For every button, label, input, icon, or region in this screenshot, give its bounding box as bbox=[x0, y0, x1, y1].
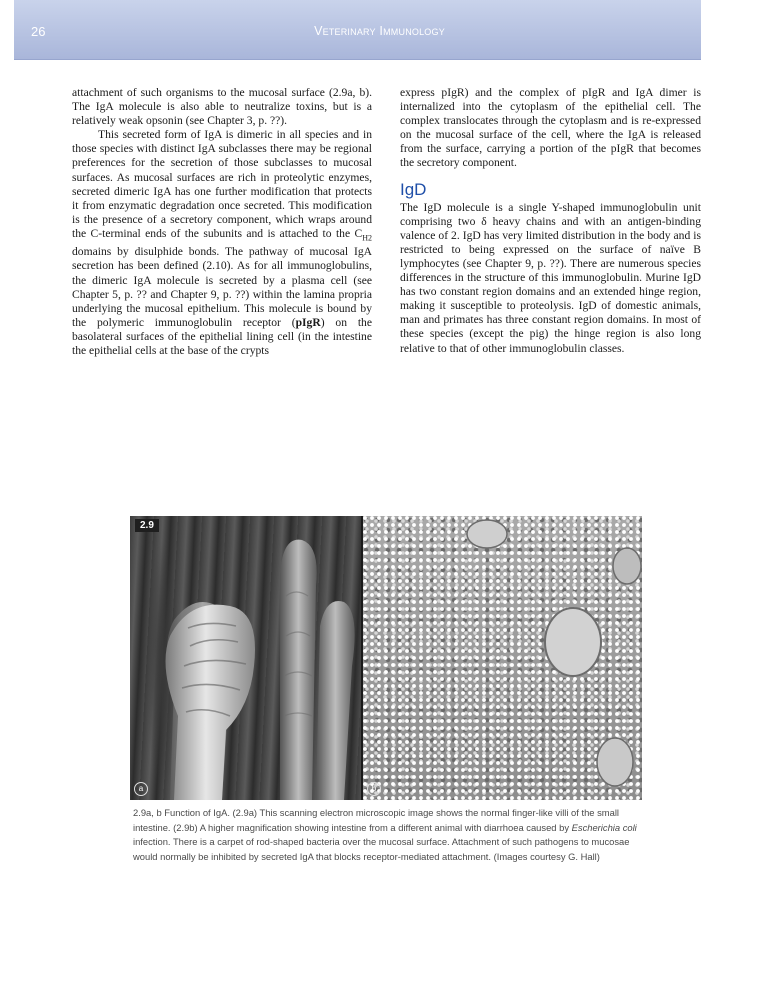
panel-b-bacteria-image bbox=[363, 516, 642, 800]
bacteria-illustration bbox=[363, 516, 642, 800]
villus bbox=[316, 601, 355, 800]
villus bbox=[280, 540, 317, 800]
cell-blob bbox=[613, 548, 641, 584]
right-column bbox=[400, 86, 701, 356]
subscript: H2 bbox=[362, 233, 372, 243]
panel-a-villi-image bbox=[130, 516, 361, 800]
caption-text: 2.9a, b Function of IgA. (2.9a) This scanning electron microscopic image shows the normal finger-like villi of the small intestine. (2.9b) A higher magnification showing intestine from a different animal with diarrhoea caused by bbox=[133, 807, 619, 833]
cell-blob bbox=[467, 520, 507, 548]
paragraph-text: ) on the basolateral surfaces of the epithelial lining cell (in the intestine the epithelial cells at the base of the crypts bbox=[72, 315, 372, 357]
caption-organism: Escherichia coli bbox=[571, 821, 637, 833]
cell-blob bbox=[545, 608, 601, 676]
abbreviation-pigr: pIgR bbox=[295, 315, 321, 329]
paragraph-text: domains by disulphide bonds. The pathway of mucosal IgA secretion has been defined (2.10). As for all immunoglobulins, the dimeric IgA molecule is secreted by a plasma cell (see Chapter 5, p. ?? and Chapter 9, p. ??) within the lamina propria underlying the mucosal epithelium. This molecule is bound by the polymeric immunoglobulin receptor ( bbox=[72, 245, 372, 329]
section-heading: IgD bbox=[400, 179, 427, 199]
figure-micrograph bbox=[130, 516, 642, 800]
figure-label: 2.9 bbox=[135, 519, 159, 532]
paragraph: express pIgR) and the complex of pIgR and IgA dimer is internalized into the cytoplasm of the epithelial cell. The complex translocates through the cytoplasm and is re-expressed on the mucosal surface of the cell, where the IgA is released from the surface, carrying a portion of the pIgR that becomes the secretory component. bbox=[400, 86, 701, 170]
paragraph: The IgD molecule is a single Y-shaped immunoglobulin unit comprising two δ heavy chains and with an antigen-binding valence of 2. IgD has very limited distribution in the body and is restricted to being expressed on the surface of naïve B lymphocytes (see Chapter 9, p. ??). There are numerous species differences in the structure of this immunoglobulin. Murine IgD has two constant region domains and an extended hinge region, making it susceptible to proteolysis. IgD of domestic animals, man and primates has three constant region domains. In most of these species (except the pig) the hinge region is also long relative to that of other immunoglobulin classes. bbox=[400, 200, 701, 355]
page-number: 26 bbox=[31, 24, 46, 39]
villi-illustration bbox=[130, 516, 361, 800]
panel-letter-b: b bbox=[367, 782, 381, 796]
paragraph: attachment of such organisms to the mucosal surface (2.9a, b). The IgA molecule is also able to neutralize toxins, but is a relatively weak opsonin (see Chapter 3, p. ??). bbox=[72, 86, 372, 128]
left-column bbox=[72, 86, 372, 358]
villus-front bbox=[166, 605, 256, 800]
caption-text: infection. There is a carpet of rod-shaped bacteria over the mucosal surface. Attachment of such pathogens to mucosae would normally be inhibited by secreted IgA that blocks receptor-mediated attachment. (Images courtesy G. Hall) bbox=[133, 836, 630, 862]
paragraph-text: This secreted form of IgA is dimeric in all species and in those species with distinct IgA subclasses there may be regional preferences for the secretion of those subclasses to mucosal surfaces. As mucosal surfaces are rich in proteolytic enzymes, secreted dimeric IgA has one further modification that protects it from enzymatic degradation once secreted. This modification is the presence of a secretory component, which wraps around the C-terminal ends of the subunits and is attached to the C bbox=[72, 128, 372, 240]
panel-letter-a: a bbox=[134, 782, 148, 796]
paragraph bbox=[72, 128, 372, 358]
cell-blob bbox=[597, 738, 633, 786]
figure-caption bbox=[133, 806, 643, 864]
running-header bbox=[14, 0, 701, 60]
running-title: Veterinary Immunology bbox=[314, 24, 445, 38]
